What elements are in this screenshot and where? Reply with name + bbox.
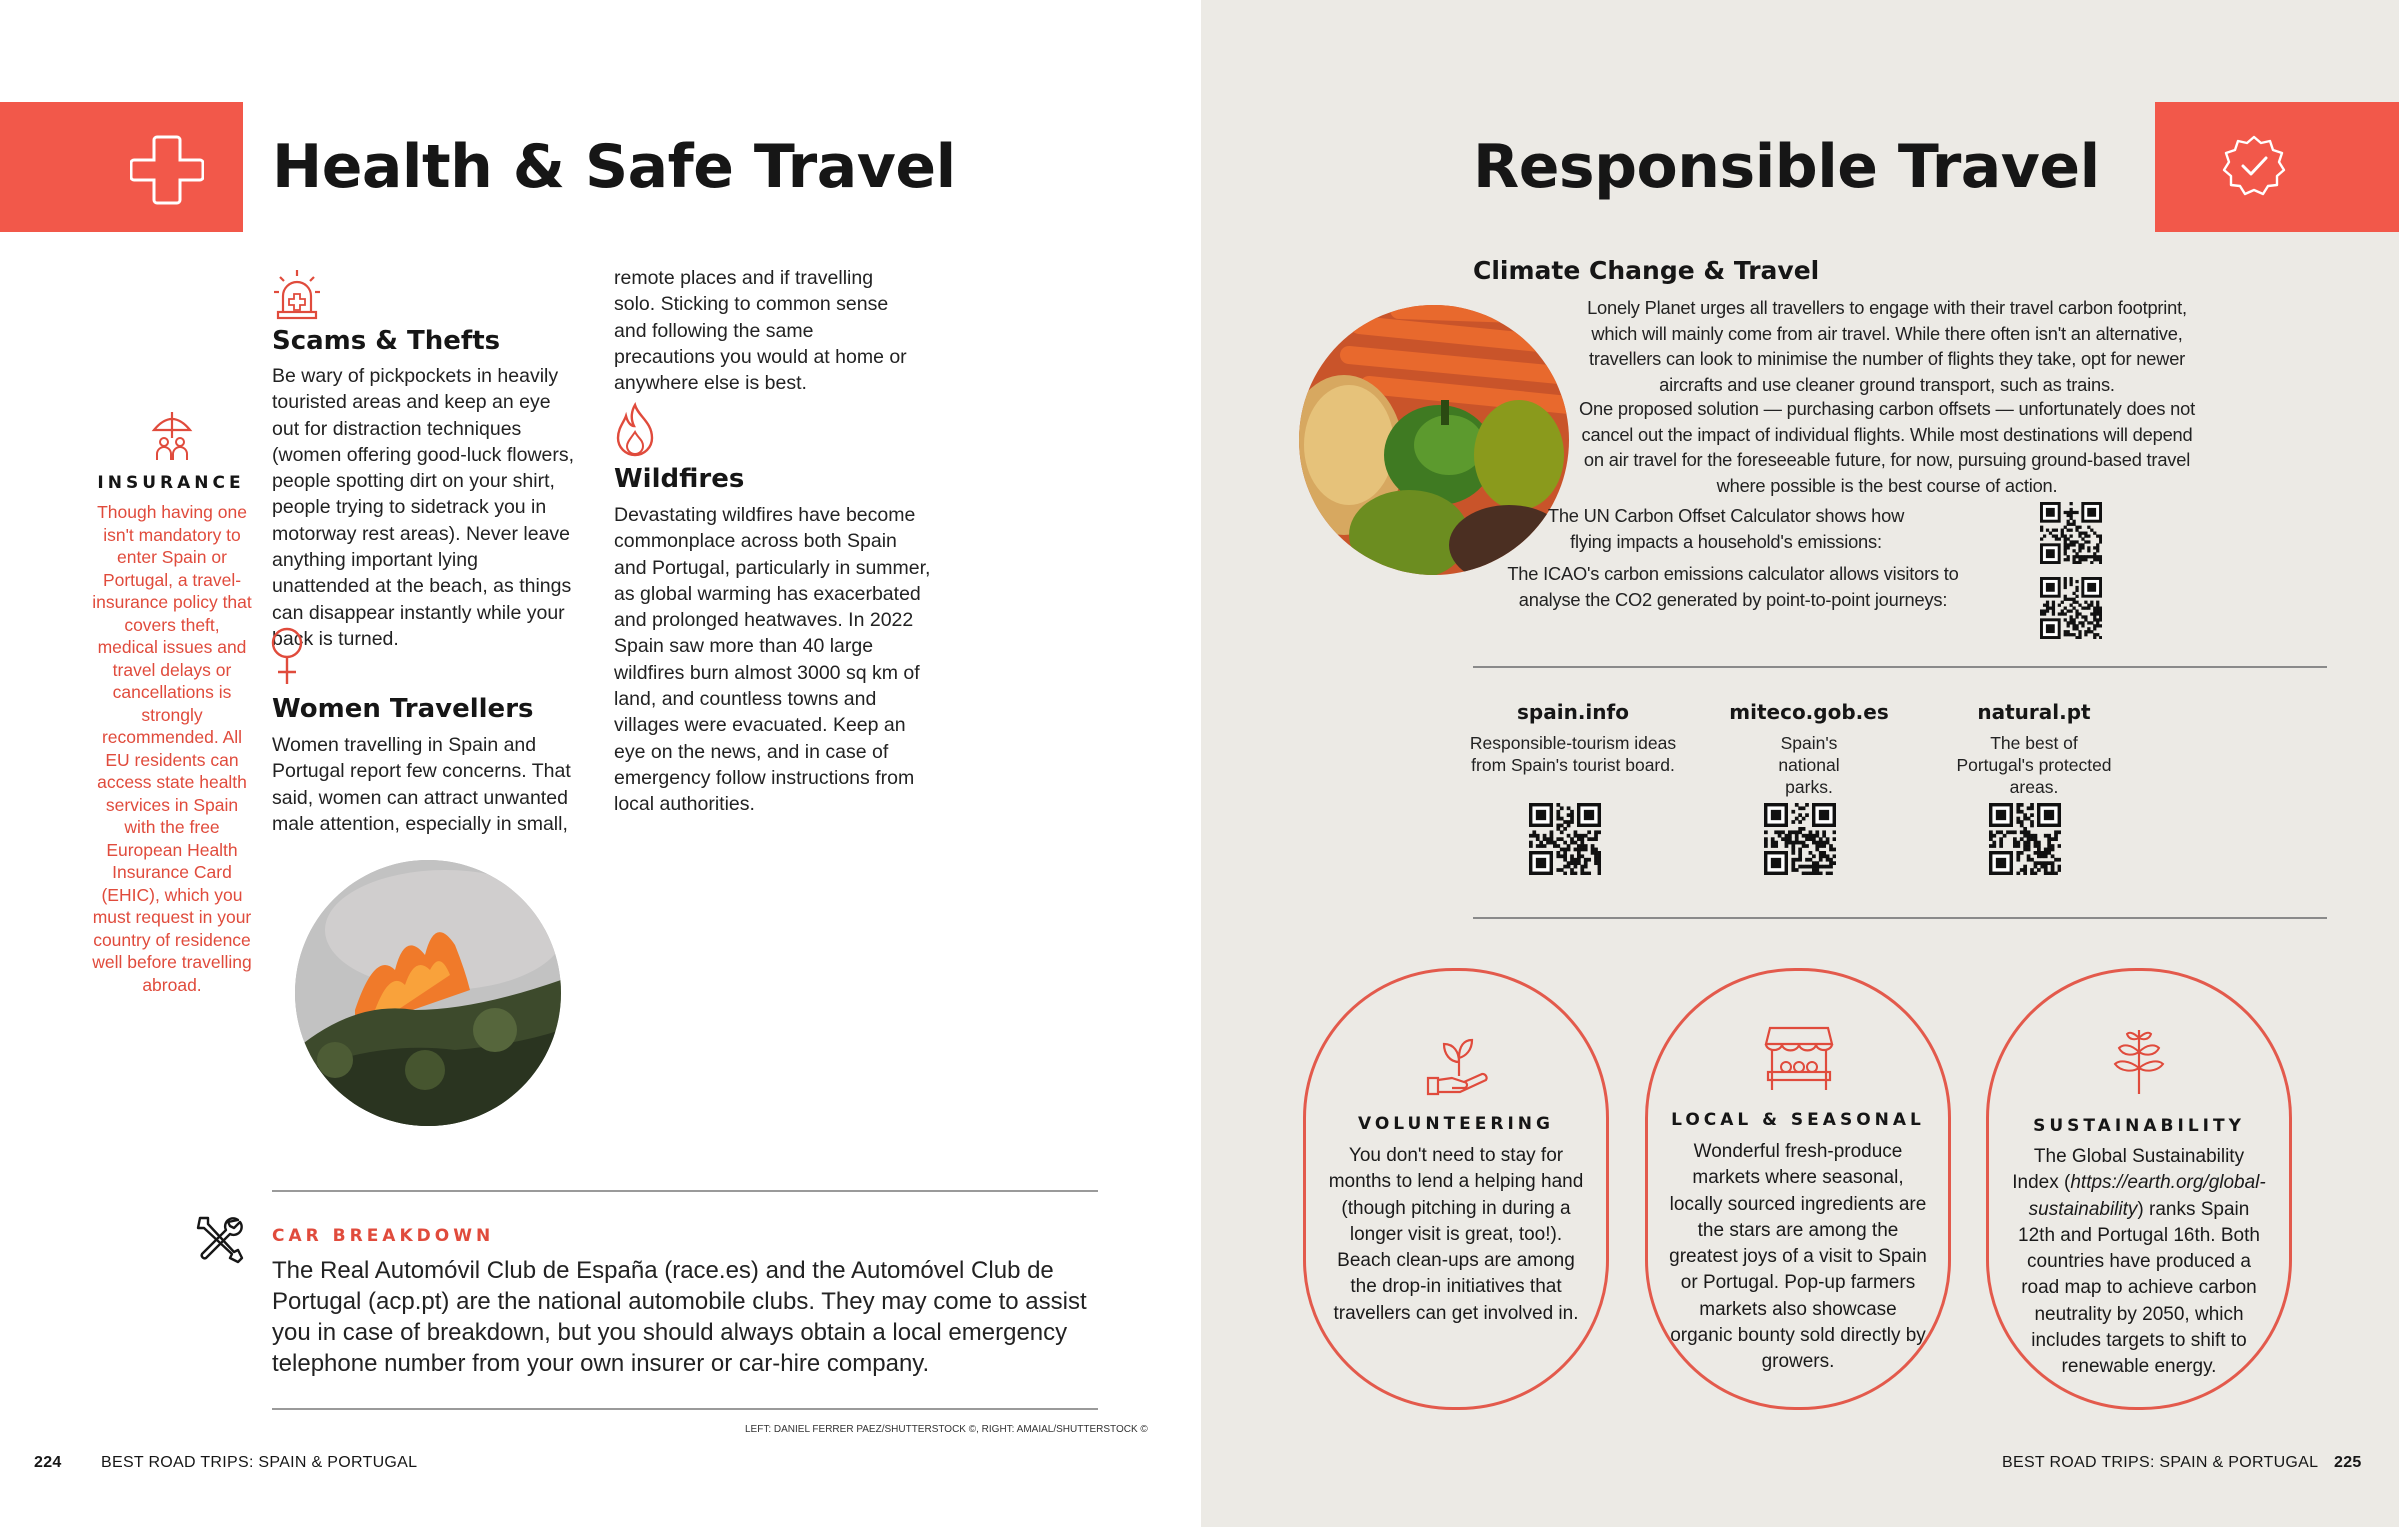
wrench-screwdriver-icon <box>194 1214 244 1264</box>
site-desc: The best of Portugal's protected areas. <box>1956 733 2112 797</box>
sustainability-label: SUSTAINABILITY <box>2033 1116 2245 1136</box>
site-name: miteco.gob.es <box>1729 700 1889 724</box>
sustainability-text-before: The Global Sustainability Index ( <box>2012 1146 2245 1194</box>
ambulance-siren-icon <box>272 268 322 320</box>
site-spain-info[interactable] <box>1463 700 1683 776</box>
qr-code-icon <box>1989 803 2061 875</box>
women-text-continued: remote places and if travelling solo. Sticking to common sense and following the same precautions you would at home or anywhere else is best. <box>614 267 907 395</box>
scams-heading: Scams & Thefts <box>272 326 501 356</box>
qr-code-icon <box>1764 803 1836 875</box>
site-desc: Responsible-tourism ideas from Spain's tourist board. <box>1469 733 1677 775</box>
women-text: Women travelling in Spain and Portugal report few concerns. That said, women can attract unwanted male attention, especially in small, <box>272 734 571 835</box>
site-desc: Spain's national parks. <box>1778 733 1840 797</box>
running-head-right: BEST ROAD TRIPS: SPAIN & PORTUGAL <box>2002 1454 2319 1471</box>
divider-top <box>272 1190 1098 1192</box>
divider-sites <box>1473 917 2327 919</box>
qr-icao-calculator[interactable] <box>2040 577 2102 639</box>
right-page <box>1201 0 2399 1527</box>
qr-miteco[interactable] <box>1764 803 1836 875</box>
wildfires-heading: Wildfires <box>614 464 745 494</box>
car-breakdown-text: The Real Automóvil Club de España (race.es) and the Automóvel Club de Portugal (acp.pt) are the national automobile clubs. They may come to assist you in case of breakdown, but you should always obtain a local emergency telephone number from your own insurer or car-hire company. <box>272 1257 1087 1377</box>
climate-p1: Lonely Planet urges all travellers to engage with their travel carbon footprint, which will mainly come from air travel. While there often isn't an alternative, travellers can look to minimise the number of flights they take, opt for newer aircrafts and use cleaner ground transport, such as trains. <box>1587 297 2187 395</box>
badge-check-icon <box>2221 133 2287 199</box>
vegetables-photo <box>1299 305 1569 575</box>
market-stall-icon <box>1764 1024 1834 1094</box>
climate-p2: One proposed solution — purchasing carbon offsets — unfortunately does not cancel out the impact of individual flights. While most destinations will depend on air travel for the foreseeable future, for now, pursuing ground-based travel where possible is the best course of action. <box>1579 398 2195 496</box>
page-number-left: 224 <box>34 1454 62 1471</box>
divider-climate <box>1473 666 2327 668</box>
umbrella-family-icon <box>150 408 194 462</box>
qr-spain-info[interactable] <box>1529 803 1601 875</box>
page-title-right: Responsible Travel <box>1473 132 2100 202</box>
scams-text: Be wary of pickpockets in heavily touristed areas and keep an eye out for distraction techniques (women offering good-luck flowers, people spotting dirt on your shirt, people trying to sidetrack you in motorway rest areas). Never leave anything important lying unattended at the beach, as things can disappear instantly while your back is turned. <box>272 365 575 650</box>
local-seasonal-label: LOCAL & SEASONAL <box>1671 1110 1925 1130</box>
qr-natural-pt[interactable] <box>1989 803 2061 875</box>
page-number-right: 225 <box>2334 1454 2362 1471</box>
car-breakdown-label: CAR BREAKDOWN <box>272 1226 495 1246</box>
photo-credit: LEFT: DANIEL FERRER PAEZ/SHUTTERSTOCK ©, RIGHT: AMAIAL/SHUTTERSTOCK © <box>745 1424 1148 1435</box>
volunteering-label: VOLUNTEERING <box>1358 1114 1554 1134</box>
wildfire-photo <box>295 860 561 1126</box>
divider-bottom <box>272 1408 1098 1410</box>
women-heading: Women Travellers <box>272 694 534 724</box>
site-name: spain.info <box>1517 700 1629 724</box>
insurance-text: Though having one isn't mandatory to enter Spain or Portugal, a travel-insurance policy that covers theft, medical issues and travel delays or cancellations is strongly recommended. All EU residents can access state health services in Spain with the free European Health Insurance Card (EHIC), which you must request in your country of residence well before travelling abroad. <box>92 502 252 995</box>
climate-heading: Climate Change & Travel <box>1473 256 1820 285</box>
sustainability-link[interactable]: https://earth.org/global-sustainability <box>2028 1172 2266 1220</box>
female-symbol-icon <box>270 626 304 686</box>
qr-code-icon <box>2040 502 2102 564</box>
qr-code-icon <box>1529 803 1601 875</box>
climate-p3: The UN Carbon Offset Calculator shows how flying impacts a household's emissions: <box>1547 505 1905 552</box>
site-natural-pt[interactable] <box>1924 700 2144 798</box>
site-name: natural.pt <box>1977 700 2091 724</box>
wildfires-text: Devastating wildfires have become commonplace across both Spain and Portugal, particularly in summer, as global warming has exacerbated and prolonged heatwaves. In 2022 Spain saw more than 40 large wildfires burn almost 3000 sq km of land, and countless towns and villages were evacuated. Keep an eye on the news, and in case of emergency follow instructions from local authorities. <box>614 504 931 816</box>
climate-p4: The ICAO's carbon emissions calculator allows visitors to analyse the CO2 generated by point-to-point journeys: <box>1507 563 1959 610</box>
page-title: Health & Safe Travel <box>272 132 956 202</box>
hand-plant-icon <box>1426 1032 1492 1098</box>
flame-icon <box>612 402 658 458</box>
sustainability-text <box>2011 1144 2267 1381</box>
local-seasonal-text: Wonderful fresh-produce markets where seasonal, locally sourced ingredients are the stars are among the greatest joys of a visit to Spain or Portugal. Pop-up farmers markets also showcase organic bounty sold directly by growers. <box>1669 1141 1927 1373</box>
sustainability-text-after: ) ranks Spain 12th and Portugal 16th. Both countries have produced a road map to achieve carbon neutrality by 2050, which includes targets to shift to renewable energy. <box>2018 1198 2260 1378</box>
qr-un-carbon[interactable] <box>2040 502 2102 564</box>
volunteering-text: You don't need to stay for months to lend a helping hand (though pitching in during a longer visit is great, too!). Beach clean-ups are among the drop-in initiatives that travellers can get involved in. <box>1328 1145 1584 1324</box>
plus-cross-icon <box>130 133 204 207</box>
title-accent-block <box>0 102 243 232</box>
leaf-branch-icon <box>2113 1026 2165 1096</box>
site-miteco[interactable] <box>1699 700 1919 798</box>
qr-code-icon <box>2040 577 2102 639</box>
insurance-label: INSURANCE <box>97 473 245 493</box>
running-head-left: BEST ROAD TRIPS: SPAIN & PORTUGAL <box>101 1454 418 1471</box>
